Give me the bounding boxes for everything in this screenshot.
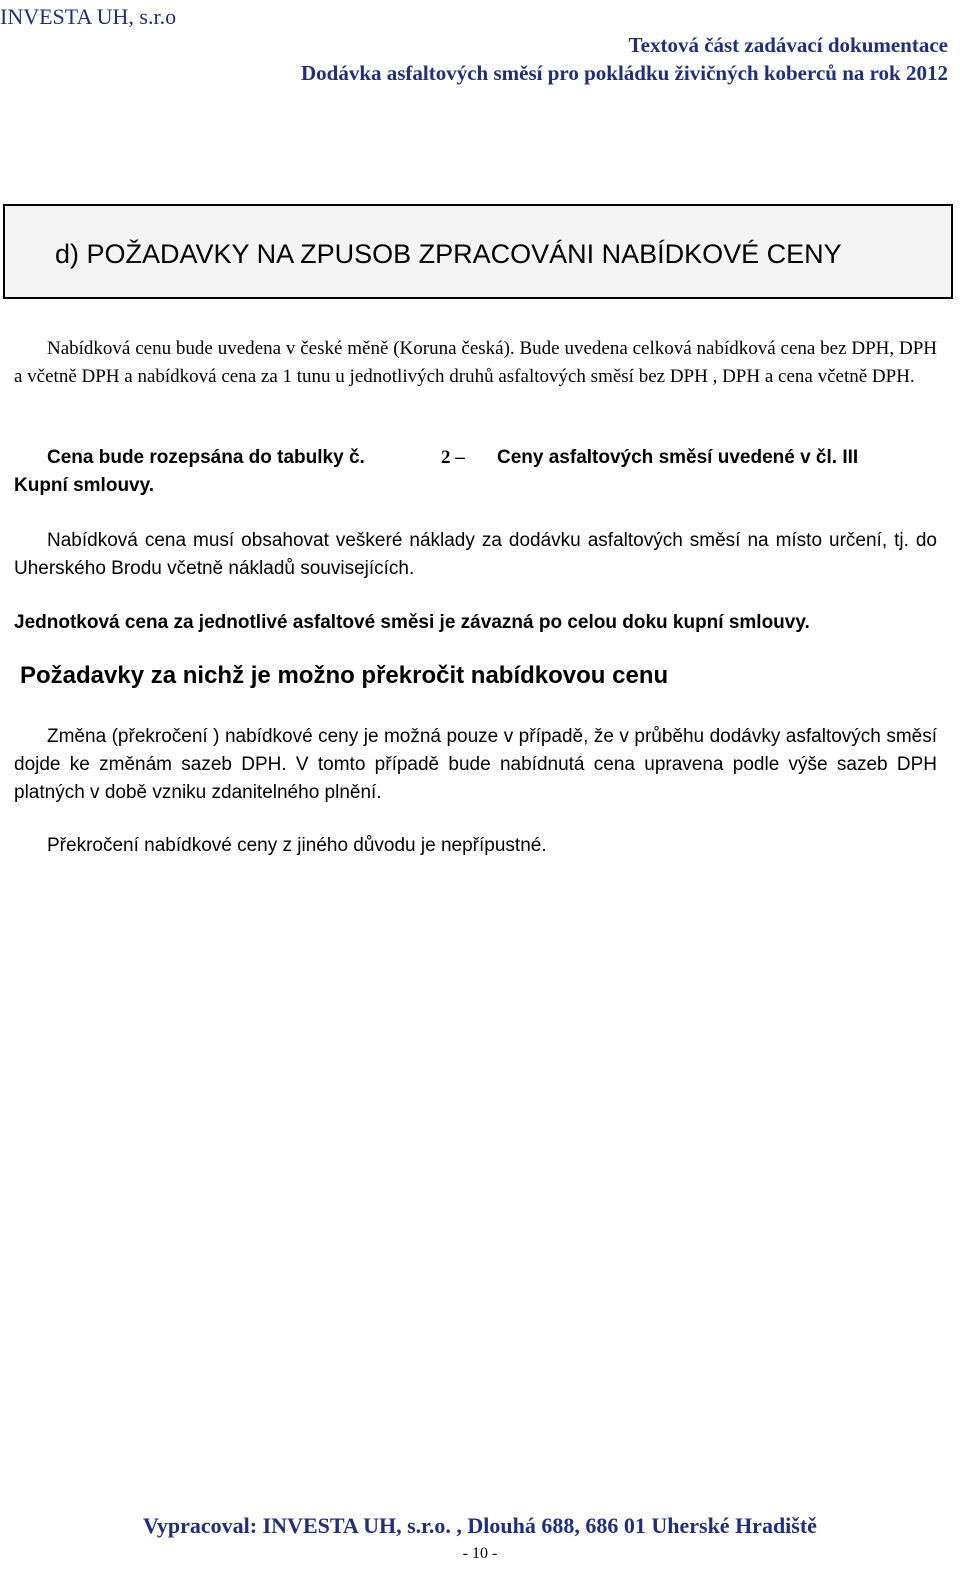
footer-prepared-by: Vypracoval: INVESTA UH, s.r.o. , Dlouhá 688, 686 01 Uherské Hradiště (143, 1513, 817, 1538)
paragraph-price-currency: Nabídková cenu bude uvedena v české měně (Koruna česká). Bude uvedena celková nabídková cena bez DPH, DPH a včetně DPH a nabídková cena za 1 tunu u jednotlivých druhů asfaltových směsí bez DPH , DPH a cena včetně DPH. (14, 338, 937, 387)
header-doc-title: Dodávka asfaltových směsí pro pokládku živičných koberců na rok 2012 (300, 61, 948, 85)
header-doc-type: Textová část zadávací dokumentace (628, 33, 948, 57)
section-heading-box (3, 204, 953, 299)
header-company: INVESTA UH, s.r.o (0, 4, 177, 29)
price-table-text-c: Ceny asfaltových směsí uvedené v čl. III (497, 447, 859, 468)
paragraph-price-exceed-forbidden: Překročení nabídkové ceny z jiného důvodu je nepřípustné. (47, 835, 547, 856)
subheading-price-exceed: Požadavky za nichž je možno překročit nabídkovou cenu (20, 662, 669, 689)
price-table-text-d: Kupní smlouvy. (14, 475, 155, 496)
price-table-text-a: Cena bude rozepsána do tabulky č. (47, 447, 365, 468)
footer-page-number: - 10 - (462, 1545, 498, 1562)
paragraph-unit-price: Jednotková cena za jednotlivé asfaltové směsi je závazná po celou doku kupní smlouvy. (14, 612, 810, 633)
paragraph-price-change: Změna (překročení ) nabídkové ceny je možná pouze v případě, že v průběhu dodávky asfaltových směsí dojde ke změnám sazeb DPH. V tomto případě bude nabídnutá cena upravena podle výše sazeb DPH platných v době vzniku zdanitelného plnění. (14, 726, 937, 803)
paragraph-price-costs: Nabídková cena musí obsahovat veškeré náklady za dodávku asfaltových směsí na místo určení, tj. do Uherského Brodu včetně nákladů souvisejících. (14, 530, 937, 579)
section-title: d) POŽADAVKY NA ZPUSOB ZPRACOVÁNI NABÍDKOVÉ CENY (55, 239, 842, 269)
price-table-text-b: 2 – (441, 447, 465, 468)
